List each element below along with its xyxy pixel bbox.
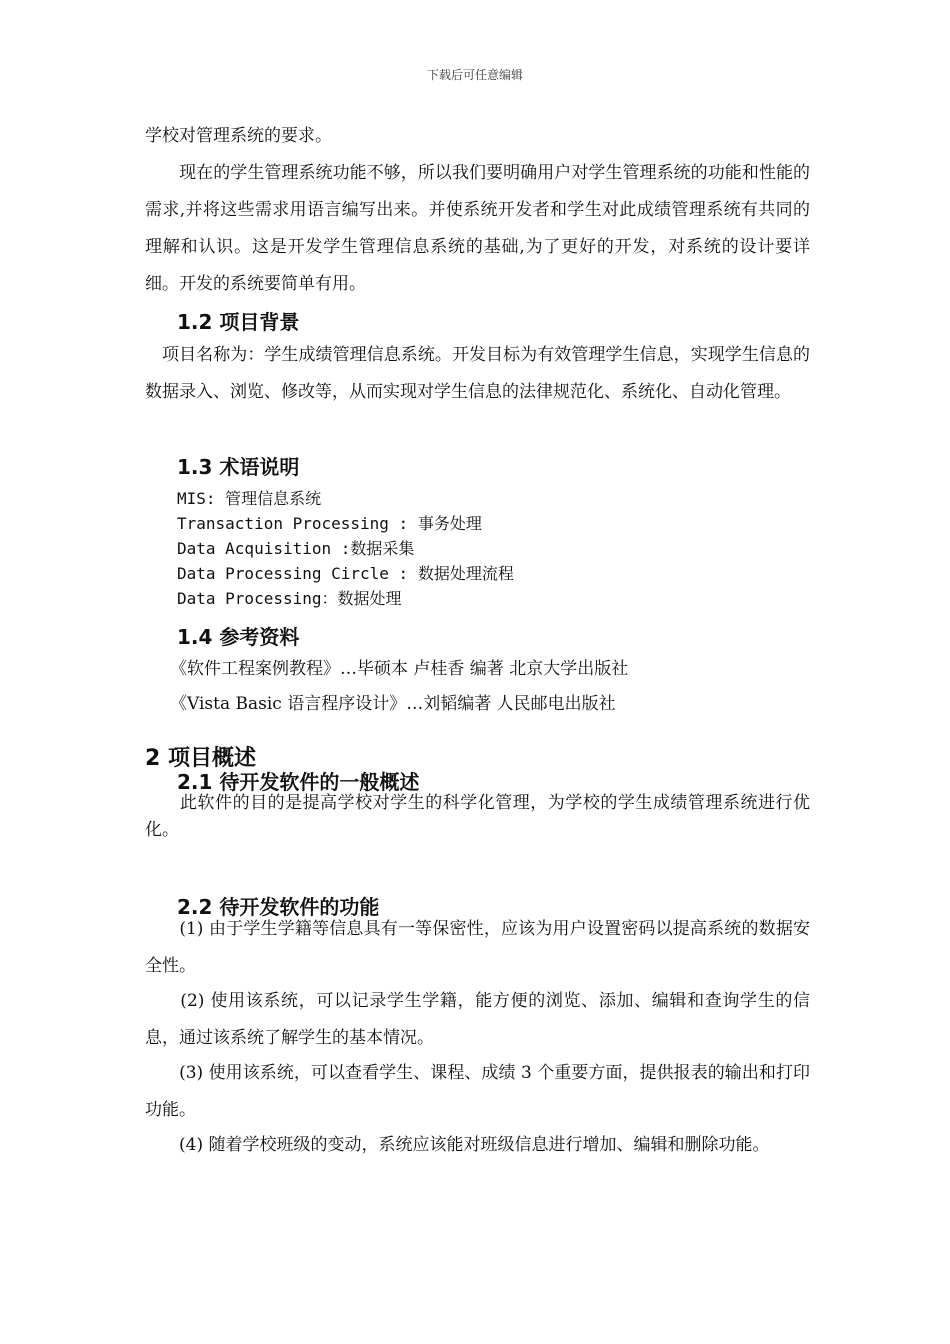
term-item: Data Processing：数据处理 bbox=[177, 589, 402, 608]
function-item: (4) 随着学校班级的变动，系统应该能对班级信息进行增加、编辑和删除功能。 bbox=[145, 1135, 770, 1155]
section-1-4-title: 1.4 参考资料 bbox=[177, 625, 300, 649]
section-2-1-title: 2.1 待开发软件的一般概述 bbox=[177, 770, 420, 794]
term-item: Data Processing Circle : 数据处理流程 bbox=[177, 564, 514, 583]
reference-item: 《Vista Basic 语言程序设计》…刘韬编著 人民邮电出版社 bbox=[170, 694, 616, 714]
term-item: Data Acquisition :数据采集 bbox=[177, 539, 415, 558]
term-item: Transaction Processing : 事务处理 bbox=[177, 514, 482, 533]
reference-item: 《软件工程案例教程》…毕硕本 卢桂香 编著 北京大学出版社 bbox=[170, 659, 629, 679]
function-item: (3) 使用该系统，可以查看学生、课程、成绩 3 个重要方面，提供报表的输出和打印功能。 bbox=[145, 1063, 810, 1120]
section-1-3-title: 1.3 术语说明 bbox=[177, 455, 300, 479]
function-item: (1) 由于学生学籍等信息具有一等保密性，应该为用户设置密码以提高系统的数据安全性。 bbox=[145, 919, 810, 976]
section-2-title: 2 项目概述 bbox=[145, 746, 256, 771]
intro-line: 学校对管理系统的要求。 bbox=[145, 126, 332, 146]
section-2-2-title: 2.2 待开发软件的功能 bbox=[177, 895, 380, 919]
term-item: MIS: 管理信息系统 bbox=[177, 489, 322, 508]
function-item: (2) 使用该系统，可以记录学生学籍，能方便的浏览、添加、编辑和查询学生的信息，通过该系统了解学生的基本情况。 bbox=[145, 991, 810, 1048]
section-1-2-paragraph: 项目名称为：学生成绩管理信息系统。开发目标为有效管理学生信息，实现学生信息的数据录入、浏览、修改等，从而实现对学生信息的法律规范化、系统化、自动化管理。 bbox=[145, 345, 810, 402]
section-1-2-title: 1.2 项目背景 bbox=[177, 310, 300, 334]
section-2-1-paragraph: 此软件的目的是提高学校对学生的科学化管理，为学校的学生成绩管理系统进行优化。 bbox=[145, 793, 810, 840]
intro-paragraph: 现在的学生管理系统功能不够，所以我们要明确用户对学生管理系统的功能和性能的需求,并将这些需求用语言编写出来。并使系统开发者和学生对此成绩管理系统有共同的理解和认识。这是开发学生管理信息系统的基础,为了更好的开发，对系统的设计要详细。开发的系统要简单有用。 bbox=[145, 163, 810, 294]
page-header: 下载后可任意编辑 bbox=[426, 68, 523, 82]
